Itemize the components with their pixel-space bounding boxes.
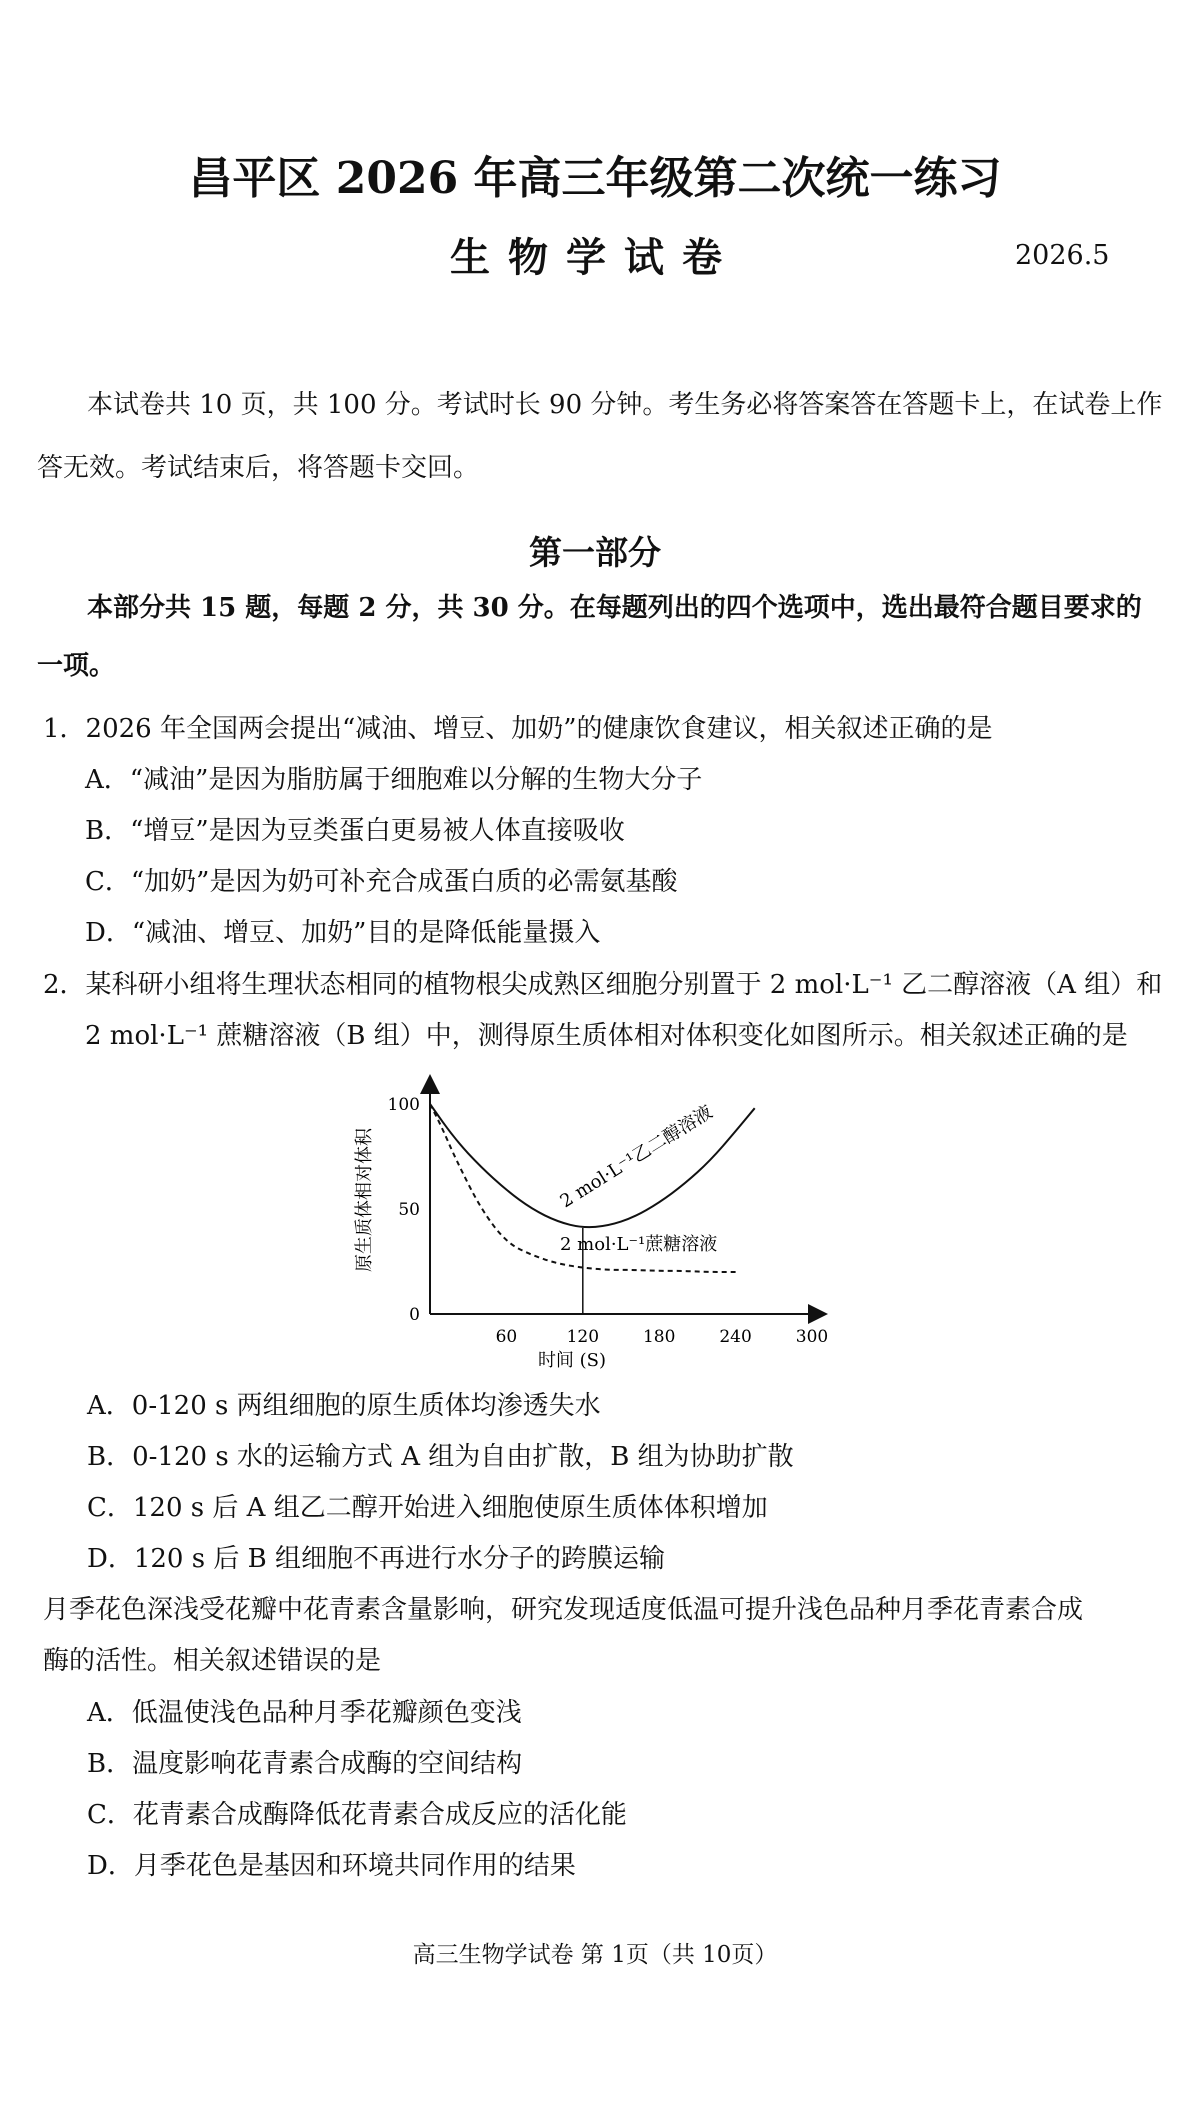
question-2-option-d: D．120 s 后 B 组细胞不再进行水分子的跨膜运输 — [87, 1544, 665, 1574]
question-1-option-b: B．“增豆”是因为豆类蛋白更易被人体直接吸收 — [85, 816, 625, 846]
protoplast-volume-chart — [340, 1070, 840, 1380]
question-3-option-d: D．月季花色是基因和环境共同作用的结果 — [87, 1851, 576, 1881]
y-tick-label: 0 — [409, 1305, 420, 1325]
instructions-line-2: 答无效。考试结束后，将答题卡交回。 — [37, 453, 480, 483]
y-axis-title: 原生质体相对体积 — [354, 1128, 375, 1272]
question-1-stem: 1．2026 年全国两会提出“减油、增豆、加奶”的健康饮食建议，相关叙述正确的是 — [43, 714, 993, 744]
section-title: 第一部分 — [529, 533, 661, 572]
question-3-option-c: C．花青素合成酶降低花青素合成反应的活化能 — [87, 1800, 627, 1830]
x-tick-label: 300 — [795, 1327, 829, 1347]
question-2-option-b: B．0-120 s 水的运输方式 A 组为自由扩散，B 组为协助扩散 — [87, 1442, 794, 1472]
exam-title: 昌平区 2026 年高三年级第二次统一练习 — [188, 153, 1002, 204]
exam-date: 2026.5 — [1015, 240, 1110, 271]
x-tick-label: 120 — [566, 1327, 600, 1347]
question-1-option-c: C．“加奶”是因为奶可补充合成蛋白质的必需氨基酸 — [85, 867, 678, 897]
y-tick-label: 100 — [387, 1095, 420, 1115]
series-label-sucrose: 2 mol·L⁻¹蔗糖溶液 — [560, 1234, 718, 1255]
exam-subject: 生物学试卷 — [450, 234, 740, 281]
question-1-option-a: A．“减油”是因为脂肪属于细胞难以分解的生物大分子 — [85, 765, 703, 795]
question-2-stem-line-2: 2 mol·L⁻¹ 蔗糖溶液（B 组）中，测得原生质体相对体积变化如图所示。相关叙述正确的是 — [85, 1021, 1128, 1051]
x-tick-label: 60 — [495, 1327, 518, 1347]
section-desc-line-2: 一项。 — [37, 651, 116, 681]
question-3-stem-line-1: 月季花色深浅受花瓣中花青素含量影响，研究发现适度低温可提升浅色品种月季花青素合成 — [43, 1595, 1084, 1625]
question-3-option-a: A．低温使浅色品种月季花瓣颜色变浅 — [87, 1698, 522, 1728]
series-label-ethylene-glycol: 2 mol·L⁻¹乙二醇溶液 — [556, 1101, 717, 1213]
question-2-option-a: A．0-120 s 两组细胞的原生质体均渗透失水 — [87, 1391, 601, 1421]
page-footer: 高三生物学试卷 第 1页（共 10页） — [412, 1942, 778, 1968]
section-desc-line-1: 本部分共 15 题，每题 2 分，共 30 分。在每题列出的四个选项中，选出最符合题目要求的 — [87, 593, 1142, 623]
instructions-line-1: 本试卷共 10 页，共 100 分。考试时长 90 分钟。考生务必将答案答在答题卡上，在试卷上作 — [87, 390, 1163, 420]
y-tick-label: 50 — [398, 1200, 420, 1220]
question-3-option-b: B．温度影响花青素合成酶的空间结构 — [87, 1749, 523, 1779]
question-3-stem-line-2: 酶的活性。相关叙述错误的是 — [43, 1646, 382, 1676]
question-1-option-d: D．“减油、增豆、加奶”目的是降低能量摄入 — [85, 918, 601, 948]
question-2-option-c: C．120 s 后 A 组乙二醇开始进入细胞使原生质体体积增加 — [87, 1493, 768, 1523]
x-tick-label: 240 — [719, 1327, 752, 1347]
x-tick-label: 180 — [642, 1327, 676, 1347]
x-axis-title: 时间 (S) — [537, 1350, 607, 1371]
question-2-stem-line-1: 2．某科研小组将生理状态相同的植物根尖成熟区细胞分别置于 2 mol·L⁻¹ 乙二醇溶液（A 组）和 — [43, 970, 1163, 1000]
